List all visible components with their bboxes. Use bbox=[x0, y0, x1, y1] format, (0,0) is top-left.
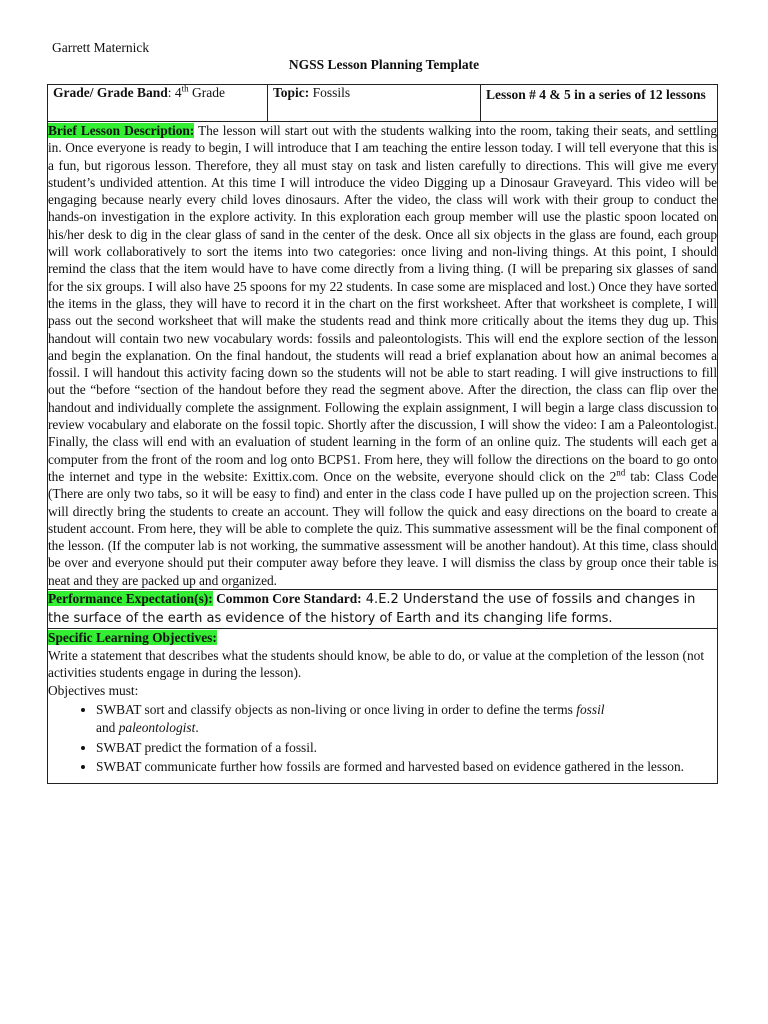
objectives-row bbox=[48, 629, 718, 784]
objectives-instruction: Write a statement that describes what the students should know, be able to do, or value at the completion of the lesson (not activities students engage in during the lesson). bbox=[48, 647, 705, 681]
document-title: NGSS Lesson Planning Template bbox=[288, 57, 480, 72]
header-row bbox=[48, 85, 718, 122]
description-row bbox=[48, 122, 718, 590]
performance-label: Performance Expectation(s): bbox=[48, 591, 213, 607]
grade-cell bbox=[48, 85, 268, 122]
grade-sup: th bbox=[181, 83, 189, 94]
author-name: Garrett Maternick bbox=[52, 40, 150, 55]
topic-cell bbox=[268, 85, 481, 122]
objective-item-3: • SWBAT communicate further how fossils are formed and harvested based on evidence gathered in the lesson. bbox=[96, 758, 717, 776]
objective-1-and: and bbox=[96, 719, 119, 735]
standard-text: 4.E.2 Understand the use of fossils and changes in the surface of the earth as evidence of the history of Earth and its changing life forms. bbox=[48, 592, 696, 627]
description-text-1: The lesson will start out with the students walking into the room, taking their seats, and settling in. Once everyone is ready to begin, I will introduce that I am teaching the entire lesson today. I will tell everyone that this is a fun, but rigorous lesson. Therefore, they all must stay on task and listen carefully to directions. This will give me every student’s undivided attention. At this time I will introduce the video Digging up a Dinosaur Graveyard. This video will be engaging because nearly every child loves dinosaurs. After the video, the class will work with their group to conduct the hands-on investigation in the explore activity. In this exploration each group member will use the plastic spoon located on his/her desk to dig in the clear glass of sand in the center of the desk. Once all six objects in the glass are found, each group will work collaboratively to sort the items into two categories: once living and non-living things. At this point, I should remind the class that the item would have to have come directly from a living thing. (I will be preparing six glasses of sand for the six groups. I will also have 25 spoons for my 22 students. In case some are misplaced and lost.) Once they have sorted the items in the glass, they will have to record it in the chart on the first worksheet. After that worksheet is complete, I will pass out the second worksheet that will make the students read and think more critically about the items they dug up. This handout will contain two new vocabulary words: fossils and paleontologists. This will end the explore section of the lesson and begin the explanation. On the final handout, the students will read a brief explanation about how an animal becomes a fossil. I will handout this activity facing down so the students will not be able to start reading. I will give instructions to fill out the “before “section of the handout before they read the segment above. After the direction, the class can flip over the handout and individually complete the assignment. Following the explain assignment, I will begin a large class discussion to review vocabulary and elaborate on the fossil topic. Shortly after the discussion, I will show the video: I am a Paleontologist. Finally, the class will end with an evaluation of student learning in the form of an online quiz. The students will each get a computer from the front of the room and log onto BCPS1. From here, they will follow the directions on the board to go onto the internet and type in the website: Exittix.com. Once on the website, everyone should click on the 2 bbox=[48, 123, 718, 484]
grade-value-suffix: Grade bbox=[188, 85, 226, 100]
lesson-info-cell: Lesson # 4 & 5 in a series of 12 lessons bbox=[481, 85, 718, 122]
objective-1-end: . bbox=[195, 719, 199, 735]
grade-value-prefix: : 4 bbox=[167, 85, 182, 100]
objectives-label: Specific Learning Objectives: bbox=[48, 630, 217, 646]
grade-label: Grade/ Grade Band bbox=[53, 85, 168, 100]
performance-row bbox=[48, 590, 718, 629]
performance-cell bbox=[48, 590, 718, 629]
objective-1-text: SWBAT sort and classify objects as non-living or once living in order to define the terms bbox=[96, 702, 577, 718]
topic-value: Fossils bbox=[309, 85, 351, 100]
description-cell bbox=[48, 122, 718, 590]
objectives-must: Objectives must: bbox=[48, 682, 139, 698]
lesson-plan-table bbox=[47, 84, 718, 784]
term-paleontologist: paleontologist bbox=[118, 719, 196, 735]
objectives-cell bbox=[48, 629, 718, 784]
term-fossil: fossil bbox=[576, 702, 605, 718]
description-label: Brief Lesson Description: bbox=[48, 123, 195, 138]
description-sup: nd bbox=[616, 467, 626, 478]
objective-item-1 bbox=[96, 701, 717, 736]
objectives-list bbox=[48, 701, 717, 775]
standard-label: Common Core Standard: bbox=[212, 591, 362, 607]
objective-item-2: • SWBAT predict the formation of a fossil. bbox=[96, 739, 717, 757]
topic-label: Topic: bbox=[273, 85, 310, 100]
description-text-2: tab: Class Code (There are only two tabs, so it will be easy to find) and enter in the class code I have pulled up on the projection screen. This will directly bring the students to create an account. They will follow the quick and easy directions on the board to create a student account. From here, they will be able to complete the quiz. This summative assessment will be the final component of the lesson. (If the computer lab is not working, the summative assessment will be another handout). At this time, class should be over and everyone should put their computer away before they leave. I will dismiss the class by group once their table is neat and they are packed up and organized. bbox=[48, 468, 717, 588]
